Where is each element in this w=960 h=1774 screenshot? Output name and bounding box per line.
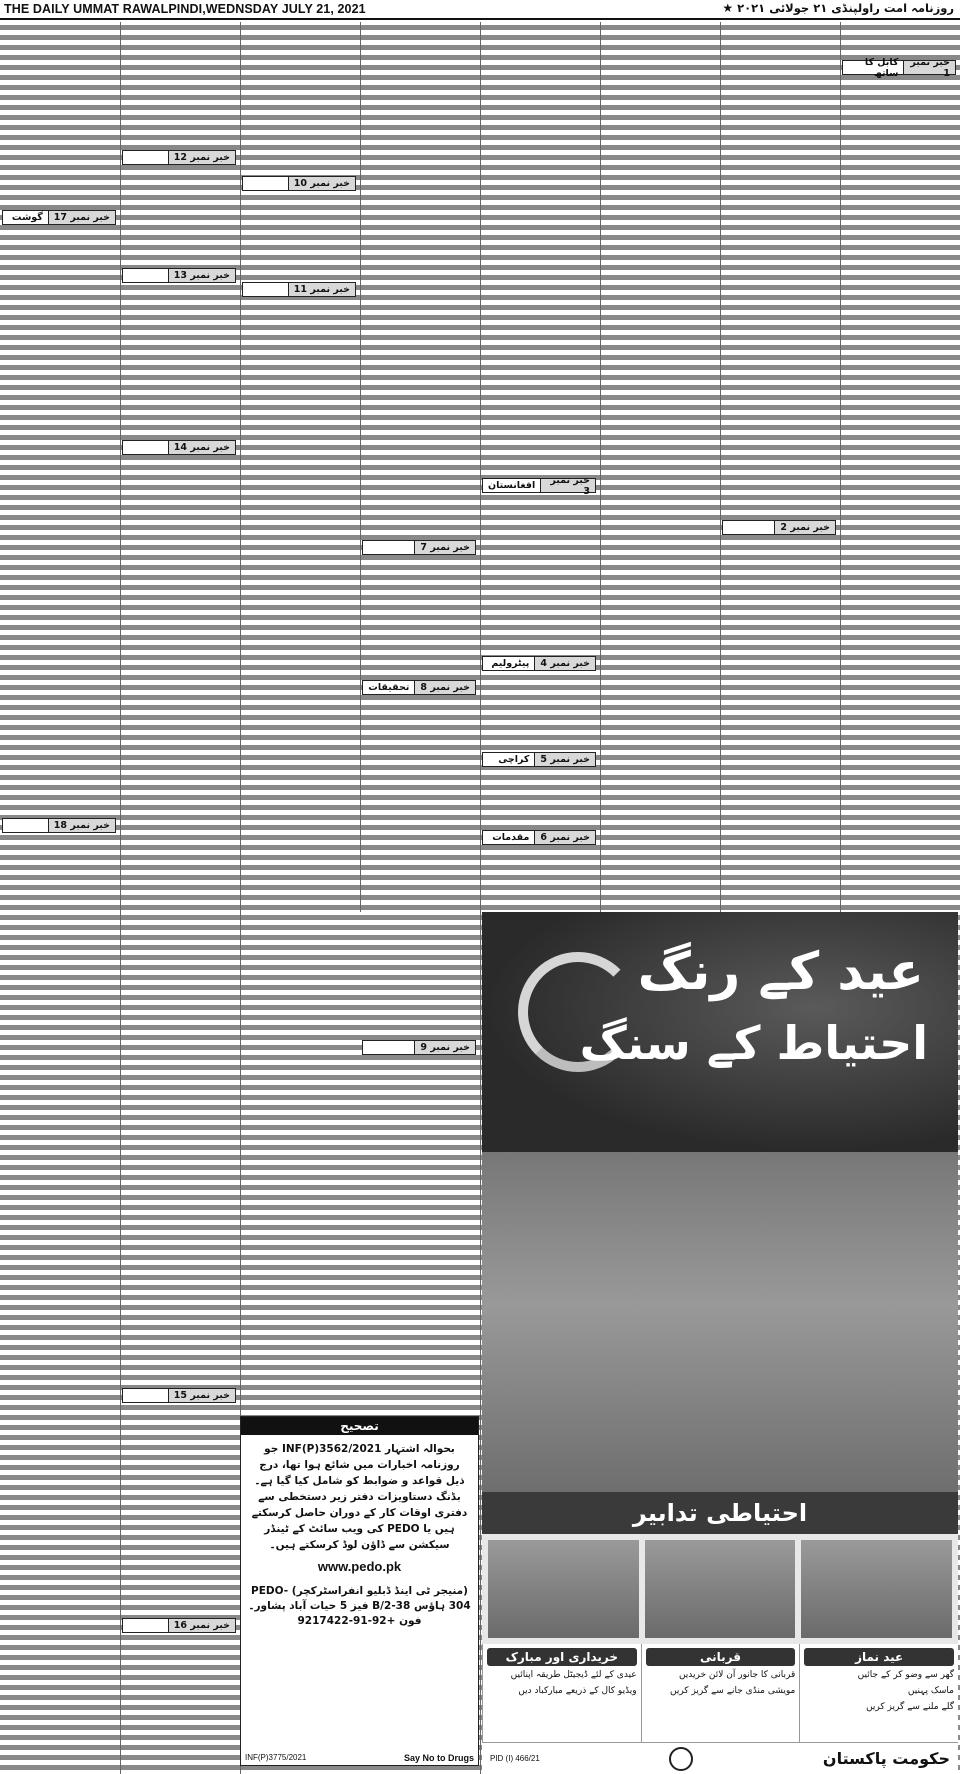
english-masthead: THE DAILY UMMAT RAWALPINDI,WEDNSDAY JULY 21, 2021 (4, 2, 366, 16)
section-heading: قربانی (646, 1648, 796, 1666)
story-title: گوشت (11, 212, 43, 223)
masthead (0, 0, 960, 20)
story-number: خبر نمبر 5 (534, 753, 595, 766)
section-sacrifice (641, 1644, 800, 1742)
notice-reference: INF(P)3775/2021 (245, 1753, 307, 1762)
column-divider (720, 22, 721, 912)
story-number: خبر نمبر 18 (48, 819, 115, 832)
story-heading-7 (362, 540, 476, 555)
story-heading-13 (122, 268, 236, 283)
story-title: کراچی (498, 754, 530, 765)
precaution-sections (482, 1644, 958, 1742)
column-divider (840, 22, 841, 912)
story-heading-10 (242, 176, 356, 191)
story-number: خبر نمبر 14 (168, 441, 235, 454)
story-number: خبر نمبر 13 (168, 269, 235, 282)
market-photo (488, 1540, 639, 1638)
section-line: ویڈیو کال کے ذریعے مبارکباد دیں (518, 1686, 637, 1696)
story-heading-18 (2, 818, 116, 833)
section-line: گھر سے وضو کر کے جائیں (857, 1670, 954, 1680)
story-heading-17 (2, 210, 116, 225)
story-heading-9 (362, 1040, 476, 1055)
story-number: خبر نمبر 9 (414, 1041, 475, 1054)
story-heading-1 (842, 56, 956, 79)
column-divider (600, 22, 601, 912)
urdu-masthead (718, 1, 954, 15)
correction-notice (240, 1416, 479, 1766)
star-icon: ★ (722, 1, 734, 15)
story-title: تحقیقات (368, 682, 410, 693)
praying-child-photo (482, 1152, 958, 1492)
story-title: مقدمات (492, 832, 530, 843)
section-heading: خریداری اور مبارک (487, 1648, 637, 1666)
story-number: خبر نمبر 7 (414, 541, 475, 554)
story-heading-14 (122, 440, 236, 455)
story-number: خبر نمبر 3 (540, 479, 595, 492)
ad-title-secondary: احتیاط کے سنگ (579, 1016, 928, 1070)
story-heading-11 (242, 282, 356, 297)
story-title: افغانستان (488, 480, 536, 491)
story-title: پیٹرولیم (491, 658, 530, 669)
story-number: خبر نمبر 16 (168, 1619, 235, 1632)
section-shopping (482, 1644, 641, 1742)
section-line: گلے ملنے سے گریز کریں (866, 1702, 954, 1712)
ad-header (482, 912, 958, 1152)
story-number: خبر نمبر 17 (48, 211, 115, 224)
story-heading-16 (122, 1618, 236, 1633)
story-number: خبر نمبر 15 (168, 1389, 235, 1402)
mosque-prayer-photo (801, 1540, 952, 1638)
story-heading-5 (482, 752, 596, 767)
ad-footer (482, 1742, 958, 1774)
story-title: کابل کا ساتھ (864, 56, 899, 79)
pid-reference: PID (I) 466/21 (490, 1754, 540, 1763)
urdu-date-line: روزنامہ امت راولپنڈی ۲۱ جولائی ۲۰۲۱ (737, 1, 954, 15)
story-heading-3 (482, 474, 596, 497)
story-number: خبر نمبر 12 (168, 151, 235, 164)
story-heading-12 (122, 150, 236, 165)
story-heading-8 (362, 680, 476, 695)
column-divider (480, 22, 481, 1774)
section-line: ماسک پہنیں (907, 1686, 954, 1696)
notice-slogan: Say No to Drugs (403, 1753, 474, 1763)
ad-photo-strip (482, 1534, 958, 1644)
story-number: خبر نمبر 4 (534, 657, 595, 670)
story-number: خبر نمبر 8 (414, 681, 475, 694)
ad-title-primary: عید کے رنگ (637, 942, 924, 1002)
government-emblem-icon (669, 1747, 693, 1771)
notice-body: بحوالہ اشتہار INF(P)3562/2021 جو روزنامہ اخبارات میں شائع ہوا تھا، درج ذیل قواعد و ضوابط کو شامل کیا گیا ہے۔ بڈنگ دستاویزات دفتر زیر دستخطی سے دفتری اوقات کار کے دوران حاصل کرسکتے ہیں یا PEDO کی ویب سائٹ کے ٹینڈر سیکشن سے ڈاؤن لوڈ کرسکتے ہیں۔ (251, 1443, 468, 1551)
story-heading-4 (482, 656, 596, 671)
section-eid-prayer (799, 1644, 958, 1742)
section-line: قربانی کا جانور آن لائن خریدیں (678, 1670, 796, 1680)
notice-address: (منیجر ٹی اینڈ ڈبلیو انفراسٹرکچر) PEDO-304 ہاؤس 38-B/2 فیز 5 حیات آباد پشاور۔ فون +92-91-9217422 (248, 1585, 471, 1627)
section-heading: عید نماز (804, 1648, 954, 1666)
story-number: خبر نمبر 10 (288, 177, 355, 190)
notice-title: تصحیح (241, 1417, 478, 1435)
section-line: مویشی منڈی جانے سے گریز کریں (669, 1686, 796, 1696)
column-divider (360, 22, 361, 912)
story-number: خبر نمبر 1 (903, 61, 955, 74)
story-heading-2 (722, 520, 836, 535)
column-divider (120, 22, 121, 1774)
story-heading-6 (482, 830, 596, 845)
story-number: خبر نمبر 2 (774, 521, 835, 534)
story-number: خبر نمبر 6 (534, 831, 595, 844)
precautions-banner: احتیاطی تدابیر (482, 1492, 958, 1534)
section-line: عیدی کے لئے ڈیجیٹل طریقہ اپنائیں (510, 1670, 637, 1680)
story-heading-15 (122, 1388, 236, 1403)
eid-advertisement (482, 912, 958, 1774)
notice-footer (245, 1753, 474, 1763)
sacrifice-animal-photo (645, 1540, 796, 1638)
government-of-pakistan: حکومت پاکستان (822, 1749, 950, 1768)
story-number: خبر نمبر 11 (288, 283, 355, 296)
notice-website[interactable]: www.pedo.pk (317, 1559, 402, 1574)
